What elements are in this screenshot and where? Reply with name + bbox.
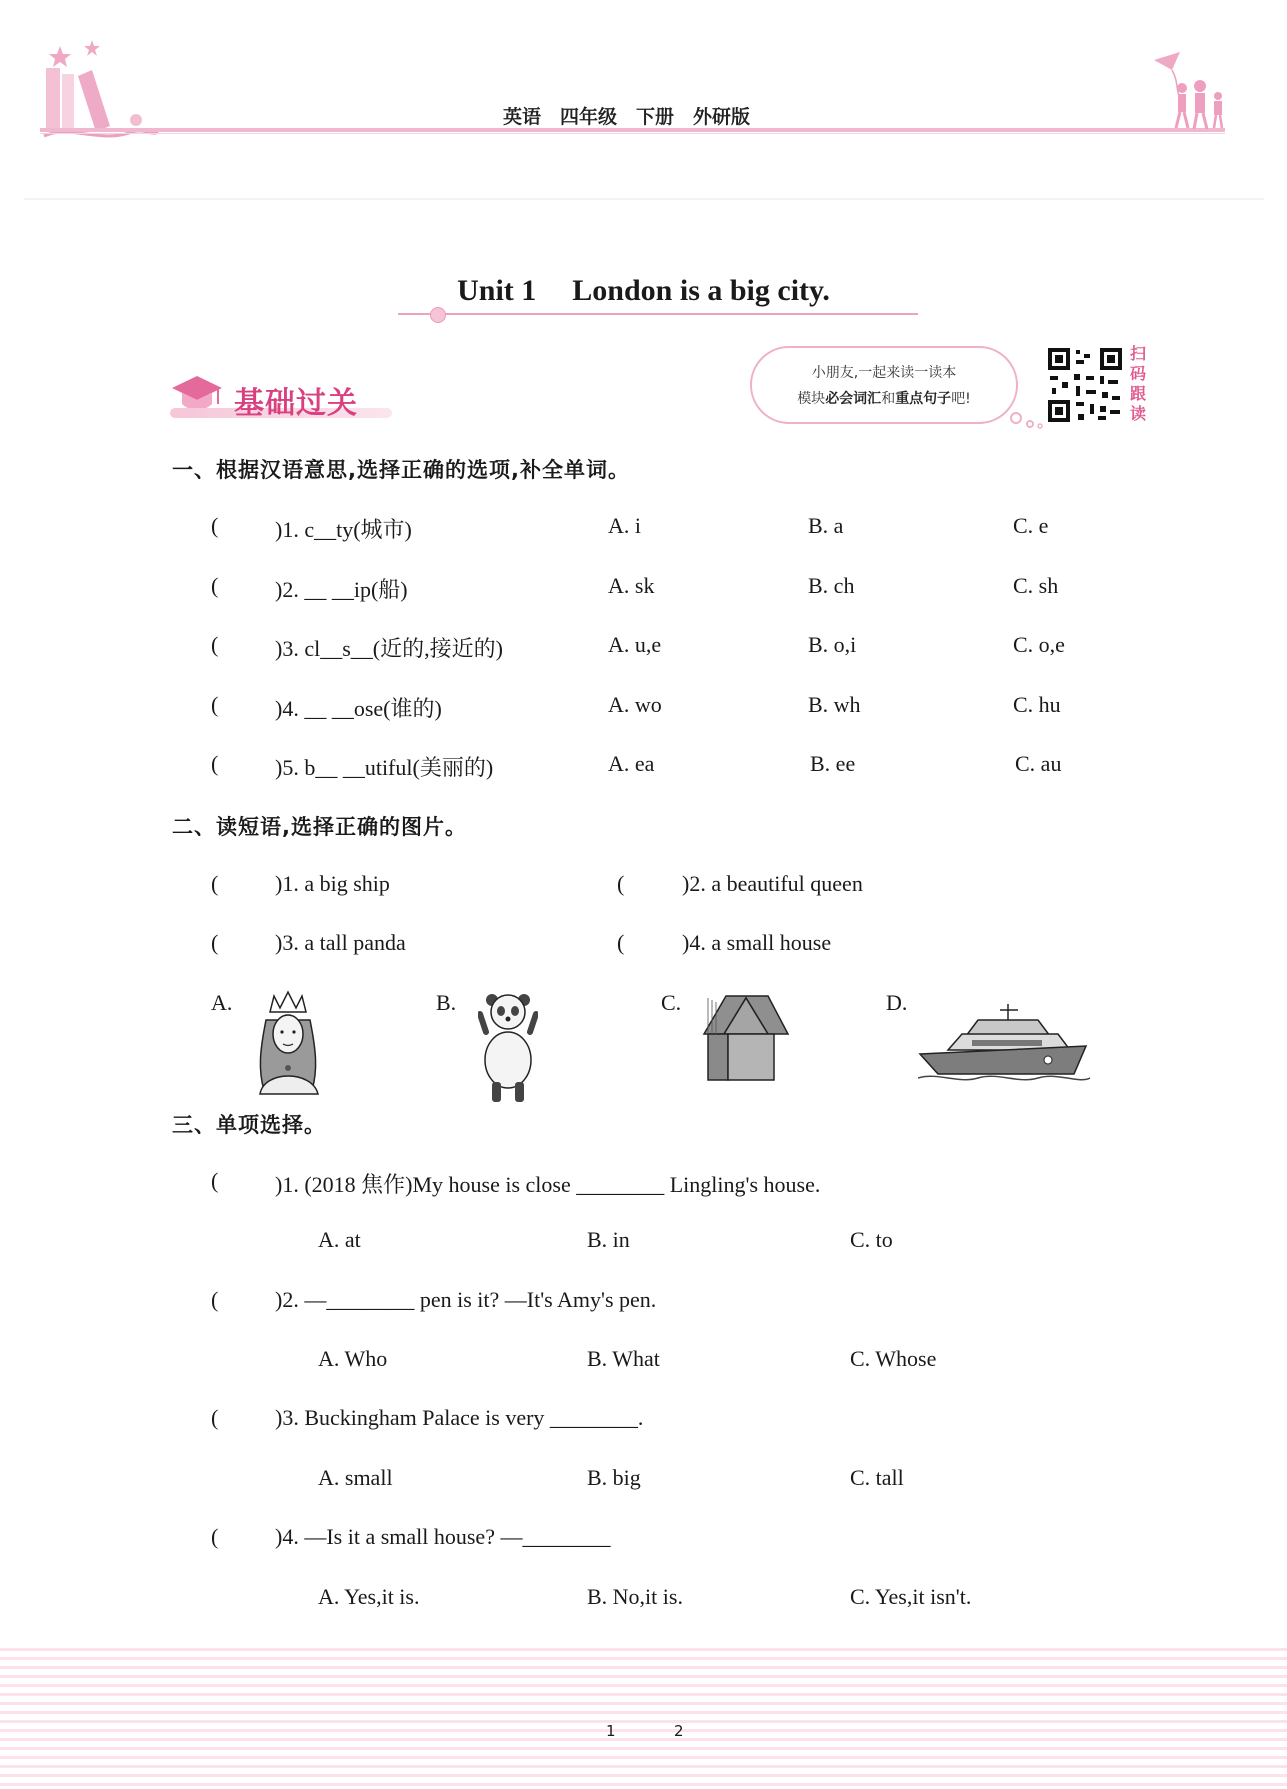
answer-paren[interactable]: ( <box>211 751 219 776</box>
option-b[interactable]: B. in <box>587 1227 630 1252</box>
bubble-bold-vocab: 必会词汇 <box>825 391 882 407</box>
phrase-item: )3. a tall panda <box>275 930 406 955</box>
picture-label-d: D. <box>886 990 908 1015</box>
answer-paren[interactable]: ( <box>211 871 219 896</box>
header-kids-illustration <box>1150 50 1230 130</box>
answer-paren[interactable]: ( <box>211 1168 219 1193</box>
page-number-left: 1 <box>606 1722 616 1740</box>
answer-paren[interactable]: ( <box>211 1287 219 1312</box>
option-b[interactable]: B. No,it is. <box>587 1584 683 1609</box>
answer-paren[interactable]: ( <box>617 930 625 955</box>
phrase-item: )4. a small house <box>682 930 832 955</box>
option-a[interactable]: A. Who <box>318 1346 388 1371</box>
question-text: )3. Buckingham Palace is very ________. <box>275 1405 644 1430</box>
option-c[interactable]: C. tall <box>850 1465 904 1490</box>
question-text: )3. cl__s__(近的,接近的) <box>275 636 503 661</box>
answer-paren[interactable]: ( <box>211 1524 219 1549</box>
footer-stripes <box>0 1648 1287 1789</box>
phrase-item: )1. a big ship <box>275 871 390 896</box>
picture-label-c: C. <box>661 990 682 1015</box>
header-rule-thin <box>40 133 1225 134</box>
ship-icon <box>918 1002 1090 1086</box>
option-c[interactable]: C. to <box>850 1227 893 1252</box>
option-b[interactable]: B. ch <box>808 573 855 598</box>
bubble-text: 和 <box>881 391 896 407</box>
unit-underline <box>398 313 918 315</box>
option-b[interactable]: B. ee <box>810 751 856 776</box>
header-separator <box>24 198 1264 200</box>
option-b[interactable]: B. wh <box>808 692 861 717</box>
option-a[interactable]: A. u,e <box>608 632 662 657</box>
option-b[interactable]: B. big <box>587 1465 641 1490</box>
answer-paren[interactable]: ( <box>211 930 219 955</box>
book-header-title: 英语 四年级 下册 外研版 <box>503 106 751 128</box>
phrase-item: )2. a beautiful queen <box>682 871 863 896</box>
question-text: )2. __ __ip(船) <box>275 577 408 602</box>
option-c[interactable]: C. hu <box>1013 692 1061 717</box>
question-text: )1. c__ty(城市) <box>275 517 412 542</box>
bubble-text: 吧! <box>951 391 971 407</box>
answer-paren[interactable]: ( <box>211 1405 219 1430</box>
answer-paren[interactable]: ( <box>211 513 219 538</box>
unit-name: London is a big city. <box>572 274 830 307</box>
qr-label: 扫码跟读 <box>1130 344 1147 423</box>
option-c[interactable]: C. sh <box>1013 573 1059 598</box>
option-a[interactable]: A. wo <box>608 692 662 717</box>
reading-tip-bubble <box>750 346 1018 424</box>
section-1-heading: 一、根据汉语意思,选择正确的选项,补全单词。 <box>172 458 630 482</box>
qr-code-icon[interactable] <box>1046 346 1124 424</box>
question-text: )4. —Is it a small house? —________ <box>275 1524 611 1549</box>
option-a[interactable]: A. small <box>318 1465 393 1490</box>
option-c[interactable]: C. e <box>1013 513 1049 538</box>
unit-underline-dot <box>430 307 446 323</box>
option-a[interactable]: A. Yes,it is. <box>318 1584 420 1609</box>
option-b[interactable]: B. What <box>587 1346 660 1371</box>
option-b[interactable]: B. a <box>808 513 844 538</box>
house-icon <box>698 994 790 1086</box>
section-3-heading: 三、单项选择。 <box>172 1113 326 1137</box>
picture-label-a: A. <box>211 990 233 1015</box>
question-text: )5. b__ __utiful(美丽的) <box>275 755 494 780</box>
option-a[interactable]: A. at <box>318 1227 361 1252</box>
section-2-heading: 二、读短语,选择正确的图片。 <box>172 815 467 839</box>
option-a[interactable]: A. sk <box>608 573 655 598</box>
answer-paren[interactable]: ( <box>211 692 219 717</box>
option-c[interactable]: C. o,e <box>1013 632 1065 657</box>
option-b[interactable]: B. o,i <box>808 632 857 657</box>
question-text: )4. __ __ose(谁的) <box>275 696 442 721</box>
unit-title <box>0 274 1287 308</box>
kids-kite-icon <box>1150 50 1230 130</box>
option-c[interactable]: C. Whose <box>850 1346 937 1371</box>
bubble-tail <box>1010 410 1046 434</box>
picture-label-b: B. <box>436 990 457 1015</box>
section-badge-basic: 基础过关 <box>234 386 358 421</box>
option-a[interactable]: A. ea <box>608 751 655 776</box>
bubble-text: 模块 <box>797 391 826 407</box>
option-c[interactable]: C. Yes,it isn't. <box>850 1584 972 1609</box>
queen-icon <box>250 990 326 1098</box>
unit-number: Unit 1 <box>457 274 537 307</box>
option-c[interactable]: C. au <box>1015 751 1062 776</box>
bubble-line-1: 小朋友,一起来读一读本 <box>811 365 957 381</box>
panda-icon <box>478 992 538 1104</box>
answer-paren[interactable]: ( <box>211 632 219 657</box>
option-a[interactable]: A. i <box>608 513 641 538</box>
question-text: )1. (2018 焦作)My house is close ________ Lingling's house. <box>275 1172 821 1197</box>
question-text: )2. —________ pen is it? —It's Amy's pen. <box>275 1287 657 1312</box>
answer-paren[interactable]: ( <box>617 871 625 896</box>
bubble-bold-sentences: 重点句子 <box>895 391 952 407</box>
answer-paren[interactable]: ( <box>211 573 219 598</box>
page-number-right: 2 <box>674 1722 684 1740</box>
bubble-line-2 <box>752 386 1016 412</box>
